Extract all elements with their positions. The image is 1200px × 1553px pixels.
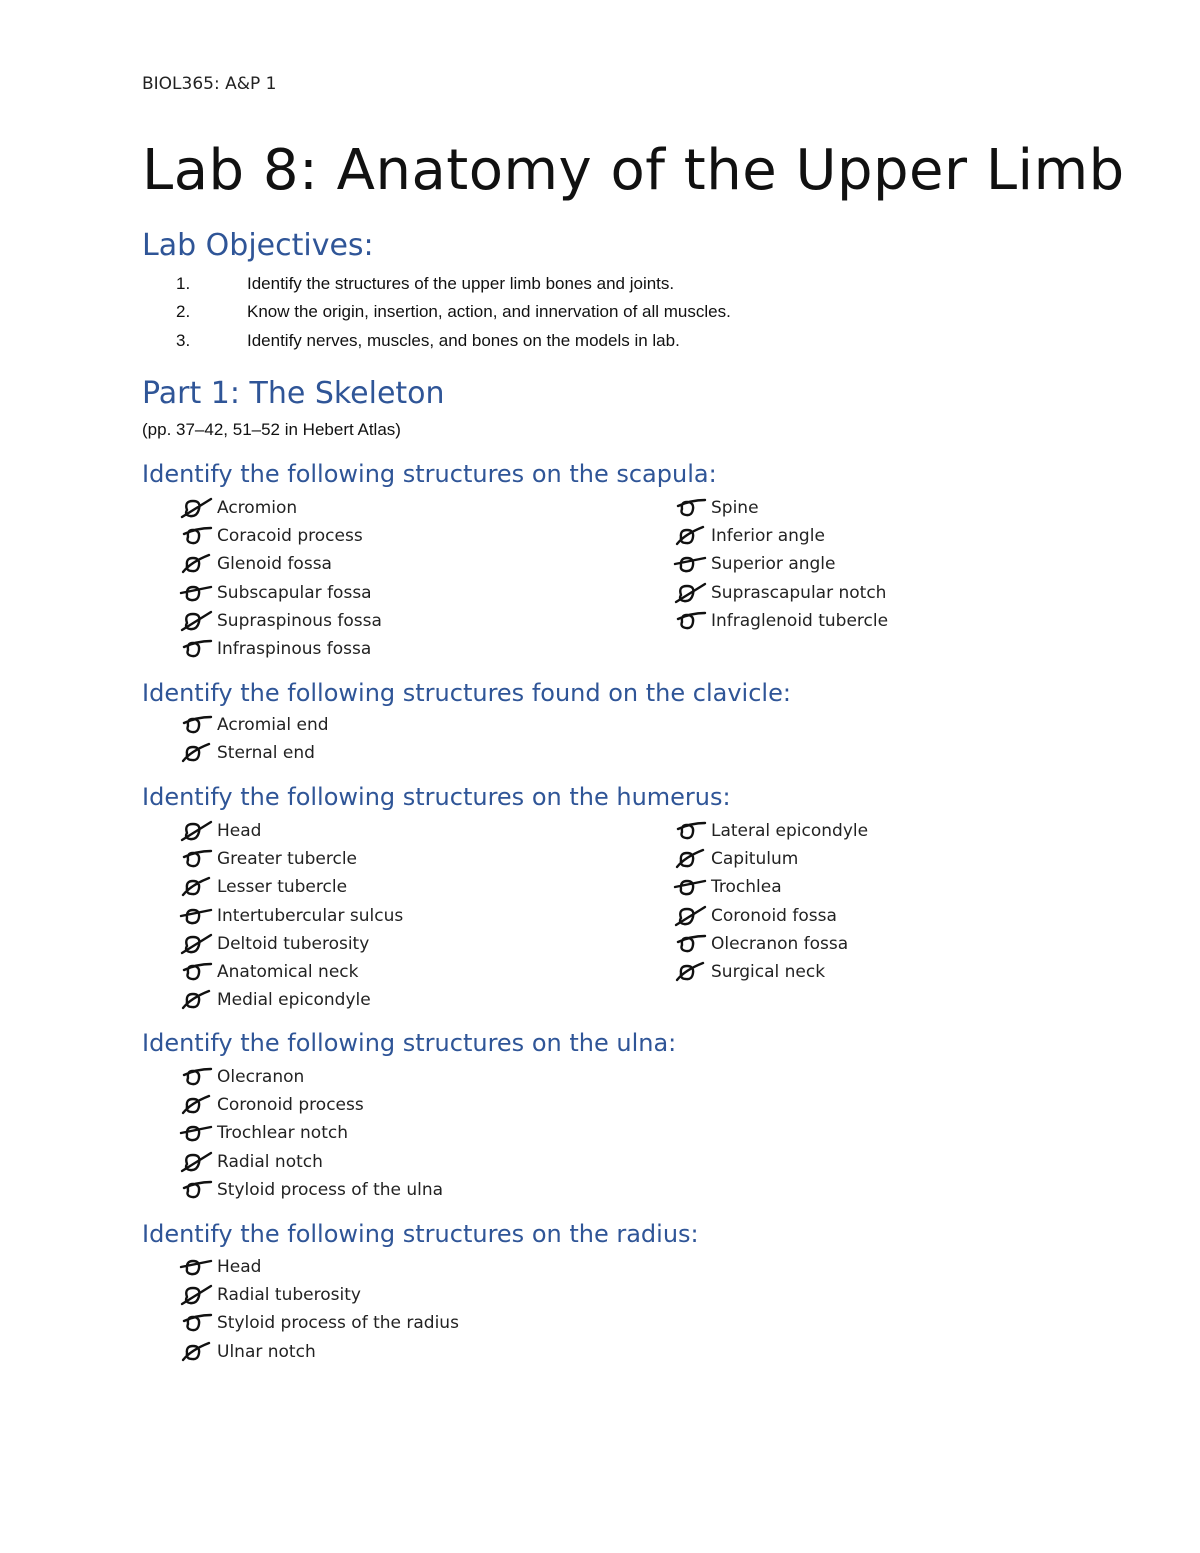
- atlas-reference: (pp. 37–42, 51–52 in Hebert Atlas): [142, 420, 401, 439]
- clavicle-heading: Identify the following structures found on the clavicle:: [142, 679, 791, 707]
- checked-circle-icon: [177, 741, 217, 765]
- list-item-label: Head: [217, 1257, 262, 1278]
- list-item: [705, 550, 888, 578]
- checked-circle-icon: [671, 932, 711, 956]
- list-item-label: Spine: [711, 498, 759, 519]
- checked-circle-icon: [671, 904, 711, 928]
- list-item: [705, 873, 868, 901]
- list-item-label: Inferior angle: [711, 526, 825, 547]
- list-item-label: Anatomical neck: [217, 962, 359, 983]
- list-item-label: Superior angle: [711, 554, 836, 575]
- checked-circle-icon: [177, 1065, 217, 1089]
- list-item-label: Capitulum: [711, 849, 799, 870]
- list-item: [211, 1091, 443, 1119]
- checked-circle-icon: [177, 609, 217, 633]
- list-item-label: Olecranon fossa: [711, 933, 849, 954]
- checked-circle-icon: [671, 819, 711, 843]
- list-item-label: Coronoid fossa: [711, 905, 837, 926]
- list-item-label: Coronoid process: [217, 1095, 364, 1116]
- list-item: [211, 1253, 459, 1281]
- course-header: BIOL365: A&P 1: [142, 74, 277, 94]
- list-item: [211, 1309, 459, 1337]
- objective-item: 2. Know the origin, insertion, action, and innervation of all muscles.: [176, 302, 731, 322]
- list-item-label: Radial notch: [217, 1151, 323, 1172]
- checked-circle-icon: [177, 932, 217, 956]
- checked-circle-icon: [177, 1121, 217, 1145]
- checked-circle-icon: [177, 1340, 217, 1364]
- list-item-label: Subscapular fossa: [217, 582, 372, 603]
- checked-circle-icon: [671, 847, 711, 871]
- list-item-label: Acromial end: [217, 715, 329, 736]
- list-item: [211, 1119, 443, 1147]
- checked-circle-icon: [177, 1255, 217, 1279]
- list-item-label: Trochlea: [711, 877, 782, 898]
- ulna-heading: Identify the following structures on the ulna:: [142, 1029, 677, 1057]
- humerus-list-right: [705, 817, 868, 986]
- checked-circle-icon: [177, 960, 217, 984]
- page-title: Lab 8: Anatomy of the Upper Limb: [142, 138, 1125, 203]
- checked-circle-icon: [671, 581, 711, 605]
- list-item: [705, 607, 888, 635]
- list-item: [705, 522, 888, 550]
- checked-circle-icon: [177, 1150, 217, 1174]
- list-item: [211, 494, 382, 522]
- list-item-label: Lateral epicondyle: [711, 821, 869, 842]
- list-item: [211, 845, 403, 873]
- checked-circle-icon: [671, 875, 711, 899]
- list-item: [705, 958, 868, 986]
- list-item-label: Radial tuberosity: [217, 1285, 361, 1306]
- list-item: [211, 1063, 443, 1091]
- list-item-label: Head: [217, 821, 262, 842]
- list-item: [211, 635, 382, 663]
- checked-circle-icon: [177, 988, 217, 1012]
- list-item: [211, 711, 329, 739]
- objectives-list: [142, 270, 731, 355]
- checked-circle-icon: [177, 496, 217, 520]
- list-item-label: Medial epicondyle: [217, 990, 371, 1011]
- checked-circle-icon: [177, 904, 217, 928]
- list-item: [211, 1176, 443, 1204]
- list-item-label: Coracoid process: [217, 526, 363, 547]
- list-item-label: Styloid process of the ulna: [217, 1179, 444, 1200]
- scapula-list-right: [705, 494, 888, 635]
- humerus-heading: Identify the following structures on the humerus:: [142, 783, 731, 811]
- list-item: [211, 1281, 459, 1309]
- list-item: [211, 607, 382, 635]
- list-item-label: Supraspinous fossa: [217, 610, 382, 631]
- list-item: [211, 873, 403, 901]
- list-item: [211, 1148, 443, 1176]
- part1-heading: Part 1: The Skeleton: [142, 376, 445, 411]
- list-item-label: Intertubercular sulcus: [217, 905, 404, 926]
- checked-circle-icon: [177, 1283, 217, 1307]
- list-item-label: Olecranon: [217, 1067, 305, 1088]
- list-item: [211, 986, 403, 1014]
- objectives-heading: Lab Objectives:: [142, 228, 374, 263]
- objective-item: 1. Identify the structures of the upper limb bones and joints.: [176, 274, 675, 294]
- checked-circle-icon: [671, 524, 711, 548]
- list-item: [211, 958, 403, 986]
- checked-circle-icon: [177, 847, 217, 871]
- list-item-label: Suprascapular notch: [711, 582, 887, 603]
- scapula-heading: Identify the following structures on the scapula:: [142, 460, 717, 488]
- checked-circle-icon: [671, 960, 711, 984]
- list-item: [211, 817, 403, 845]
- list-item: [211, 550, 382, 578]
- checked-circle-icon: [177, 1093, 217, 1117]
- checked-circle-icon: [177, 552, 217, 576]
- checked-circle-icon: [177, 581, 217, 605]
- list-item: [211, 579, 382, 607]
- checked-circle-icon: [177, 713, 217, 737]
- objective-item: 3. Identify nerves, muscles, and bones on the models in lab.: [176, 330, 680, 350]
- list-item-label: Lesser tubercle: [217, 877, 348, 898]
- scapula-list-left: [211, 494, 382, 663]
- list-item-label: Acromion: [217, 498, 298, 519]
- checked-circle-icon: [671, 609, 711, 633]
- checked-circle-icon: [177, 637, 217, 661]
- list-item: [705, 817, 868, 845]
- list-item: [705, 930, 868, 958]
- list-item: [211, 902, 403, 930]
- checked-circle-icon: [671, 552, 711, 576]
- list-item-label: Styloid process of the radius: [217, 1313, 459, 1334]
- list-item: [705, 579, 888, 607]
- checked-circle-icon: [177, 1178, 217, 1202]
- list-item-label: Infraspinous fossa: [217, 639, 372, 660]
- list-item-label: Infraglenoid tubercle: [711, 610, 889, 631]
- list-item-label: Greater tubercle: [217, 849, 358, 870]
- humerus-list-left: [211, 817, 403, 1014]
- list-item: [211, 739, 329, 767]
- list-item: [211, 522, 382, 550]
- radius-list: [211, 1253, 459, 1366]
- checked-circle-icon: [177, 524, 217, 548]
- list-item: [705, 494, 888, 522]
- radius-heading: Identify the following structures on the radius:: [142, 1220, 699, 1248]
- list-item: [705, 902, 868, 930]
- list-item-label: Deltoid tuberosity: [217, 933, 370, 954]
- list-item: [705, 845, 868, 873]
- list-item: [211, 1338, 459, 1366]
- list-item-label: Trochlear notch: [217, 1123, 348, 1144]
- list-item-label: Sternal end: [217, 743, 315, 764]
- list-item-label: Surgical neck: [711, 962, 826, 983]
- list-item-label: Glenoid fossa: [217, 554, 332, 575]
- checked-circle-icon: [671, 496, 711, 520]
- checked-circle-icon: [177, 875, 217, 899]
- clavicle-list: [211, 711, 329, 767]
- checked-circle-icon: [177, 819, 217, 843]
- list-item: [211, 930, 403, 958]
- list-item-label: Ulnar notch: [217, 1341, 316, 1362]
- checked-circle-icon: [177, 1311, 217, 1335]
- ulna-list: [211, 1063, 443, 1204]
